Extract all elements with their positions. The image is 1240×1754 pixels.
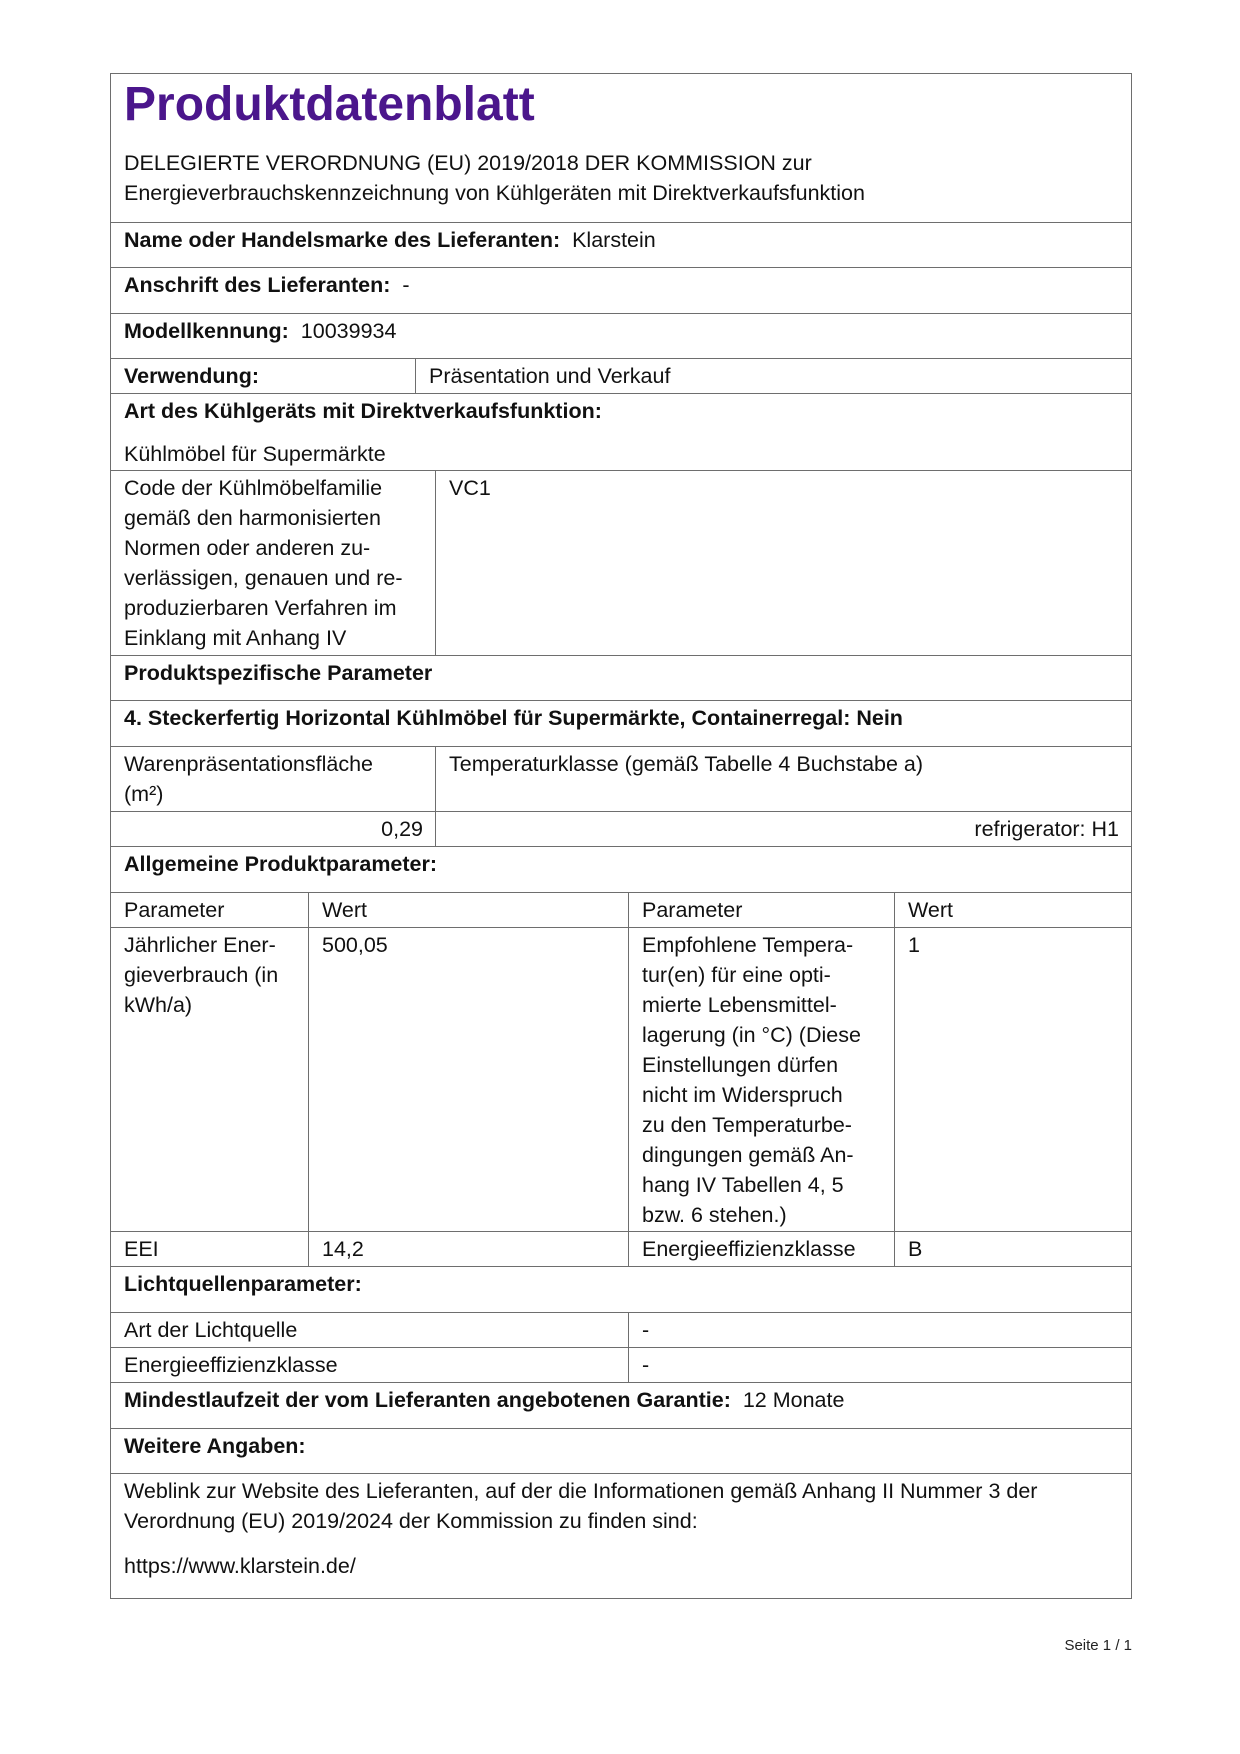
regulation-line-2: Energieverbrauchskennzeichnung von Kühlgeräten mit Direktverkaufsfunktion — [124, 181, 865, 205]
appliance-type-value: Kühlmöbel für Supermärkte — [124, 442, 386, 466]
further-info-heading: Weitere Angaben: — [124, 1434, 306, 1458]
divider — [110, 746, 1132, 747]
model-label: Modellkennung: — [124, 319, 289, 343]
divider — [110, 1266, 1132, 1267]
weblink-description-line-1: Weblink zur Website des Lieferanten, auf der die Informationen gemäß Anhang II Nummer 3 der — [124, 1479, 1038, 1503]
eei-label: EEI — [124, 1237, 159, 1261]
family-code-label: Code der Kühlmöbelfamilie gemäß den harmonisierten Normen oder anderen zu- verlässigen, genauen und re- produzierbaren Verfahren im Einklang mit Anhang IV — [124, 476, 403, 650]
general-parameters-heading: Allgemeine Produktparameter: — [124, 852, 438, 876]
divider — [308, 892, 309, 1266]
divider — [110, 313, 1132, 314]
divider — [110, 700, 1132, 701]
divider — [110, 1231, 1132, 1232]
product-specific-subheading: 4. Steckerfertig Horizontal Kühlmöbel für Supermärkte, Containerregal: Nein — [124, 706, 903, 730]
divider — [110, 846, 1132, 847]
supplier-weblink[interactable]: https://www.klarstein.de/ — [124, 1554, 356, 1578]
supplier-name-value: Klarstein — [572, 228, 656, 252]
divider — [110, 267, 1132, 268]
divider — [415, 358, 416, 393]
light-source-class-label: Energieeffizienzklasse — [124, 1353, 338, 1377]
recommended-temperature-value: 1 — [908, 933, 920, 957]
divider — [110, 892, 1132, 893]
divider — [110, 927, 1132, 928]
usage-label: Verwendung: — [124, 364, 259, 388]
warranty-label: Mindestlaufzeit der vom Lieferanten angebotenen Garantie: — [124, 1388, 731, 1412]
temperature-class-value: refrigerator: H1 — [974, 817, 1119, 841]
recommended-temperature-label: Empfohlene Tempera- tur(en) für eine opti- mierte Lebensmittel- lagerung (in °C) (Diese Einstellungen dürfen nicht im Widerspruch zu den Temperaturbe- dingungen gemäß An- hang IV Tabellen 4, 5 bzw. 6 stehen.) — [642, 933, 861, 1227]
supplier-address-row — [124, 270, 410, 300]
supplier-name-row — [124, 225, 656, 255]
light-source-type-label: Art der Lichtquelle — [124, 1318, 298, 1342]
usage-value: Präsentation und Verkauf — [429, 364, 671, 388]
product-specific-heading: Produktspezifische Parameter — [124, 661, 433, 685]
page-number: Seite 1 / 1 — [1064, 1637, 1132, 1654]
light-source-heading: Lichtquellenparameter: — [124, 1272, 362, 1296]
warranty-value: 12 Monate — [742, 1388, 845, 1412]
divider — [110, 358, 1132, 359]
light-source-class-value: - — [642, 1353, 650, 1377]
page-title: Produktdatenblatt — [124, 78, 535, 131]
model-value: 10039934 — [300, 319, 397, 343]
regulation-line-1: DELEGIERTE VERORDNUNG (EU) 2019/2018 DER KOMMISSION zur — [124, 151, 812, 175]
divider — [628, 1312, 629, 1382]
display-area-value: 0,29 — [381, 817, 423, 841]
column-header-value: Wert — [322, 898, 367, 922]
energy-class-value: B — [908, 1237, 923, 1261]
temperature-class-label: Temperaturklasse (gemäß Tabelle 4 Buchstabe a) — [449, 752, 924, 776]
annual-energy-value: 500,05 — [322, 933, 388, 957]
divider — [110, 222, 1132, 223]
divider — [894, 892, 895, 1266]
warranty-row — [124, 1385, 844, 1415]
supplier-address-label: Anschrift des Lieferanten: — [124, 273, 391, 297]
energy-class-label: Energieeffizienzklasse — [642, 1237, 856, 1261]
column-header-parameter: Parameter — [124, 898, 225, 922]
supplier-address-value: - — [402, 273, 410, 297]
divider — [110, 655, 1132, 656]
column-header-value: Wert — [908, 898, 953, 922]
family-code-value: VC1 — [449, 476, 491, 500]
light-source-type-value: - — [642, 1318, 650, 1342]
weblink-description-line-2: Verordnung (EU) 2019/2024 der Kommission zu finden sind: — [124, 1509, 698, 1533]
divider — [110, 1347, 1132, 1348]
supplier-name-label: Name oder Handelsmarke des Lieferanten: — [124, 228, 561, 252]
divider — [110, 470, 1132, 471]
divider — [110, 1473, 1132, 1474]
column-header-parameter: Parameter — [642, 898, 743, 922]
display-area-label: Warenpräsentationsfläche (m²) — [124, 752, 373, 806]
divider — [110, 1382, 1132, 1383]
eei-value: 14,2 — [322, 1237, 364, 1261]
divider — [110, 393, 1132, 394]
divider — [110, 1312, 1132, 1313]
divider — [435, 746, 436, 846]
appliance-type-label: Art des Kühlgeräts mit Direktverkaufsfunktion: — [124, 399, 602, 423]
divider — [628, 892, 629, 1266]
divider — [110, 811, 1132, 812]
divider — [110, 1428, 1132, 1429]
divider — [435, 470, 436, 655]
annual-energy-label: Jährlicher Ener- gieverbrauch (in kWh/a) — [124, 933, 279, 1017]
model-row — [124, 316, 396, 346]
